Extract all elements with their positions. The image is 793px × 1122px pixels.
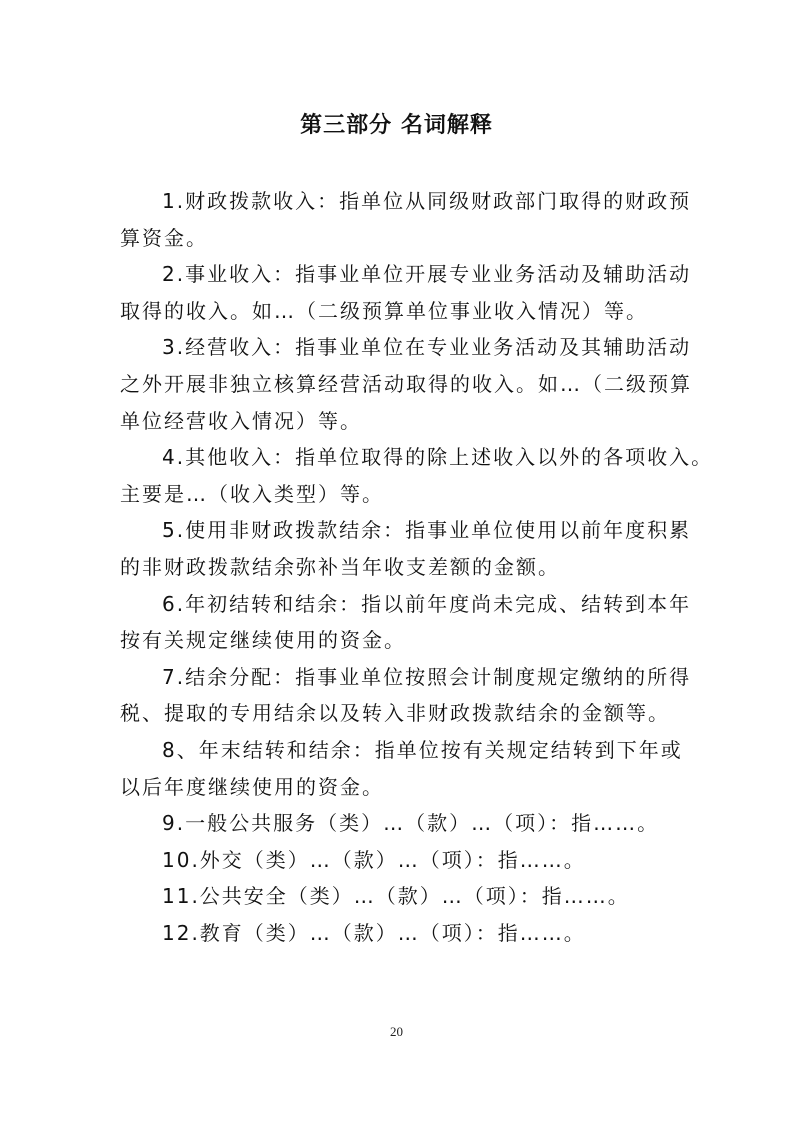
page-number: 20 xyxy=(390,1024,403,1039)
text-line: 主要是…（收入类型）等。 xyxy=(120,481,384,506)
glossary-item xyxy=(120,256,692,329)
text-line: 按有关规定继续使用的资金。 xyxy=(120,628,406,653)
text-line: 以后年度继续使用的资金。 xyxy=(120,774,384,799)
glossary-item xyxy=(120,805,680,842)
text-line: 8、年末结转和结余：指单位按有关规定结转到下年或 xyxy=(162,737,683,762)
text-line: 1.财政拨款收入：指单位从同级财政部门取得的财政预 xyxy=(162,189,692,213)
glossary-item xyxy=(120,659,692,732)
glossary-item xyxy=(120,732,683,805)
text-line: 10.外交（类）…（款）…（项）：指……。 xyxy=(162,847,586,872)
text-line: 单位经营收入情况）等。 xyxy=(120,408,362,433)
text-line: 之外开展非独立核算经营活动取得的收入。如…（二级预算 xyxy=(120,371,692,396)
glossary-item xyxy=(120,586,692,659)
glossary-item xyxy=(120,439,714,512)
text-line: 税、提取的专用结余以及转入非财政拨款结余的金额等。 xyxy=(120,701,670,726)
text-line: 11.公共安全（类）…（款）…（项）：指……。 xyxy=(162,884,630,909)
text-line: 7.结余分配：指事业单位按照会计制度规定缴纳的所得 xyxy=(162,664,692,689)
text-line: 算资金。 xyxy=(120,225,208,250)
page-title: 第三部分 名词解释 xyxy=(300,112,493,138)
glossary-body xyxy=(120,183,714,951)
text-line: 3.经营收入：指事业单位在专业业务活动及其辅助活动 xyxy=(162,335,692,360)
text-line: 取得的收入。如…（二级预算单位事业收入情况）等。 xyxy=(120,298,648,323)
text-line: 4.其他收入：指单位取得的除上述收入以外的各项收入。 xyxy=(162,445,714,470)
glossary-item xyxy=(120,842,680,879)
glossary-item xyxy=(120,915,680,952)
text-line: 6.年初结转和结余：指以前年度尚未完成、结转到本年 xyxy=(162,591,692,616)
text-line: 的非财政拨款结余弥补当年收支差额的金额。 xyxy=(120,554,560,579)
text-line: 2.事业收入：指事业单位开展专业业务活动及辅助活动 xyxy=(162,262,692,287)
glossary-item xyxy=(120,329,692,439)
text-line: 9.一般公共服务（类）…（款）…（项）：指……。 xyxy=(162,811,660,836)
text-line: 12.教育（类）…（款）…（项）：指……。 xyxy=(162,920,586,945)
glossary-item xyxy=(120,183,692,256)
text-line: 5.使用非财政拨款结余：指事业单位使用以前年度积累 xyxy=(162,518,692,543)
glossary-item xyxy=(120,512,692,585)
glossary-item xyxy=(120,878,680,915)
